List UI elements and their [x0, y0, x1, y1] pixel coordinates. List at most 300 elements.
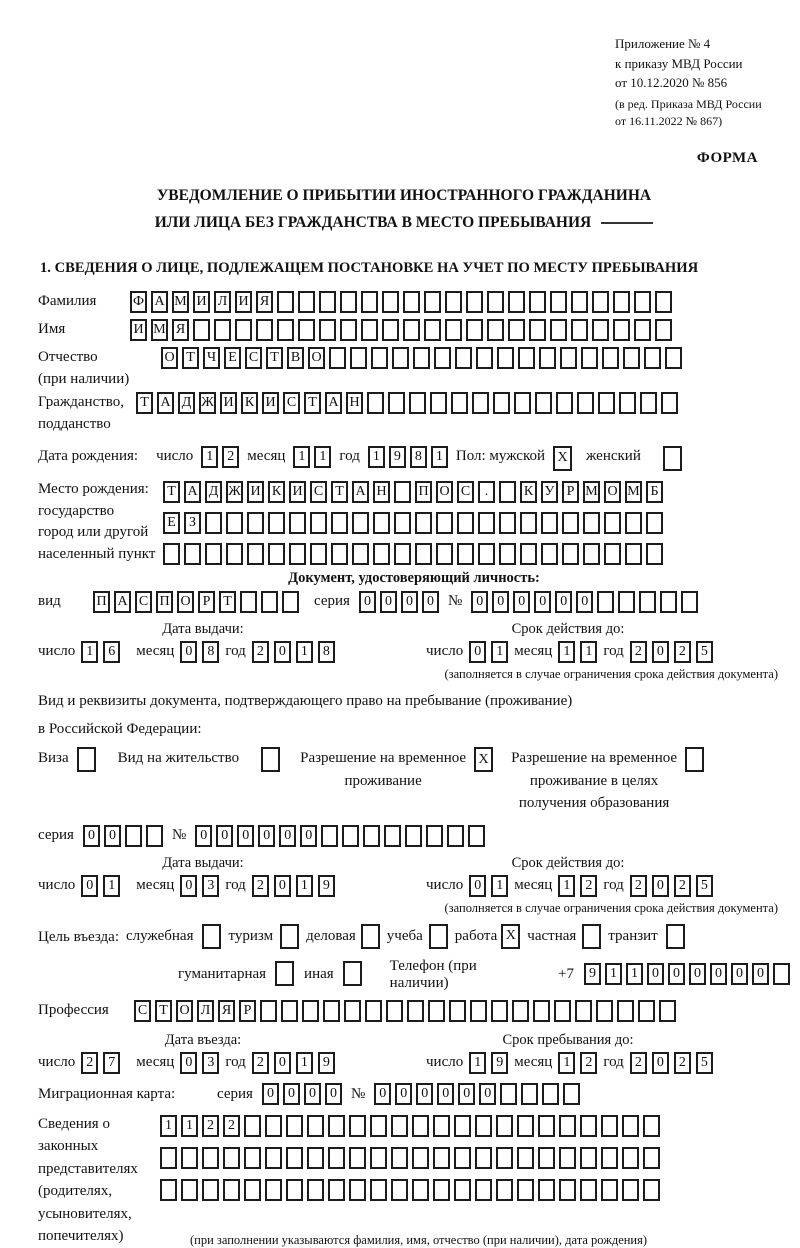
char-cell[interactable] [559, 1179, 576, 1201]
char-cell[interactable] [529, 319, 546, 341]
char-cell[interactable] [655, 291, 672, 313]
char-cell[interactable] [454, 1147, 471, 1169]
char-cell[interactable] [261, 747, 280, 772]
char-cell[interactable]: 1 [431, 446, 448, 468]
char-cell[interactable]: 1 [491, 875, 508, 897]
char-cell[interactable]: 9 [389, 446, 406, 468]
char-cell[interactable] [392, 347, 409, 369]
rvp-issue-day-boxes[interactable] [81, 875, 120, 897]
birth-year-boxes[interactable] [368, 446, 448, 468]
char-cell[interactable]: И [289, 481, 306, 503]
char-cell[interactable] [361, 924, 380, 949]
char-cell[interactable] [514, 392, 531, 414]
char-cell[interactable]: 1 [626, 963, 643, 985]
char-cell[interactable] [370, 1179, 387, 1201]
char-cell[interactable]: 1 [558, 875, 575, 897]
char-cell[interactable] [613, 291, 630, 313]
char-cell[interactable] [560, 347, 577, 369]
char-cell[interactable] [640, 392, 657, 414]
char-cell[interactable]: 1 [368, 446, 385, 468]
char-cell[interactable] [602, 347, 619, 369]
char-cell[interactable]: 0 [180, 875, 197, 897]
char-cell[interactable] [307, 1115, 324, 1137]
char-cell[interactable] [563, 1083, 580, 1105]
char-cell[interactable]: 0 [237, 825, 254, 847]
char-cell[interactable] [268, 543, 285, 565]
char-cell[interactable]: . [478, 481, 495, 503]
purpose-work-checkbox[interactable] [501, 924, 520, 949]
char-cell[interactable]: З [184, 512, 201, 534]
char-cell[interactable] [617, 1000, 634, 1022]
char-cell[interactable]: Д [205, 481, 222, 503]
char-cell[interactable]: 2 [674, 875, 691, 897]
char-cell[interactable] [277, 291, 294, 313]
char-cell[interactable] [436, 543, 453, 565]
patronymic-boxes[interactable] [161, 347, 682, 369]
char-cell[interactable]: О [177, 591, 194, 613]
char-cell[interactable]: Е [163, 512, 180, 534]
char-cell[interactable] [394, 543, 411, 565]
char-cell[interactable] [244, 1147, 261, 1169]
char-cell[interactable] [289, 512, 306, 534]
char-cell[interactable]: 1 [293, 446, 310, 468]
char-cell[interactable]: Т [136, 392, 153, 414]
char-cell[interactable] [394, 512, 411, 534]
char-cell[interactable] [343, 961, 362, 986]
char-cell[interactable] [475, 1147, 492, 1169]
char-cell[interactable] [517, 1115, 534, 1137]
char-cell[interactable] [508, 319, 525, 341]
purpose-humanitarian-checkbox[interactable] [275, 961, 294, 986]
char-cell[interactable]: О [604, 481, 621, 503]
char-cell[interactable] [447, 825, 464, 847]
char-cell[interactable]: П [156, 591, 173, 613]
char-cell[interactable] [277, 319, 294, 341]
char-cell[interactable]: Т [219, 591, 236, 613]
char-cell[interactable]: Т [163, 481, 180, 503]
char-cell[interactable]: 0 [689, 963, 706, 985]
profession-boxes[interactable] [134, 1000, 676, 1022]
char-cell[interactable] [499, 543, 516, 565]
char-cell[interactable] [559, 1147, 576, 1169]
doc-number-boxes[interactable] [471, 591, 698, 613]
char-cell[interactable] [328, 1147, 345, 1169]
char-cell[interactable] [365, 1000, 382, 1022]
char-cell[interactable] [261, 591, 278, 613]
char-cell[interactable] [583, 512, 600, 534]
citizenship-boxes[interactable] [136, 392, 678, 414]
char-cell[interactable] [470, 1000, 487, 1022]
char-cell[interactable] [661, 392, 678, 414]
char-cell[interactable]: 6 [103, 641, 120, 663]
char-cell[interactable]: 1 [314, 446, 331, 468]
char-cell[interactable] [659, 1000, 676, 1022]
char-cell[interactable]: 0 [731, 963, 748, 985]
char-cell[interactable] [622, 1179, 639, 1201]
char-cell[interactable] [424, 319, 441, 341]
char-cell[interactable]: 0 [81, 875, 98, 897]
char-cell[interactable] [415, 512, 432, 534]
char-cell[interactable]: А [352, 481, 369, 503]
residence-permit-checkbox[interactable] [261, 747, 280, 772]
birth-day-boxes[interactable] [201, 446, 239, 468]
char-cell[interactable] [466, 319, 483, 341]
char-cell[interactable] [596, 1000, 613, 1022]
char-cell[interactable]: 0 [401, 591, 418, 613]
char-cell[interactable]: И [247, 481, 264, 503]
char-cell[interactable]: И [220, 392, 237, 414]
char-cell[interactable] [349, 1179, 366, 1201]
char-cell[interactable] [363, 825, 380, 847]
char-cell[interactable] [289, 543, 306, 565]
char-cell[interactable]: 1 [160, 1115, 177, 1137]
char-cell[interactable]: 1 [605, 963, 622, 985]
char-cell[interactable] [554, 1000, 571, 1022]
char-cell[interactable] [223, 1179, 240, 1201]
char-cell[interactable] [457, 512, 474, 534]
char-cell[interactable] [681, 591, 698, 613]
char-cell[interactable] [433, 1147, 450, 1169]
char-cell[interactable] [384, 825, 401, 847]
char-cell[interactable] [349, 1115, 366, 1137]
char-cell[interactable] [286, 1147, 303, 1169]
migration-series-boxes[interactable] [262, 1083, 342, 1105]
char-cell[interactable]: 0 [274, 1052, 291, 1074]
char-cell[interactable] [604, 543, 621, 565]
char-cell[interactable]: 1 [558, 641, 575, 663]
char-cell[interactable] [666, 924, 685, 949]
char-cell[interactable]: X [501, 924, 520, 949]
char-cell[interactable]: 0 [104, 825, 121, 847]
char-cell[interactable] [428, 1000, 445, 1022]
char-cell[interactable]: У [541, 481, 558, 503]
char-cell[interactable]: 0 [195, 825, 212, 847]
char-cell[interactable] [475, 1179, 492, 1201]
char-cell[interactable] [265, 1115, 282, 1137]
char-cell[interactable] [518, 347, 535, 369]
char-cell[interactable] [388, 392, 405, 414]
char-cell[interactable] [601, 1179, 618, 1201]
char-cell[interactable] [535, 392, 552, 414]
char-cell[interactable] [391, 1115, 408, 1137]
char-cell[interactable] [370, 1115, 387, 1137]
char-cell[interactable]: 1 [469, 1052, 486, 1074]
char-cell[interactable] [433, 1115, 450, 1137]
char-cell[interactable] [193, 319, 210, 341]
char-cell[interactable]: 7 [103, 1052, 120, 1074]
char-cell[interactable]: 0 [283, 1083, 300, 1105]
char-cell[interactable] [349, 1147, 366, 1169]
char-cell[interactable]: 0 [279, 825, 296, 847]
char-cell[interactable]: Р [198, 591, 215, 613]
char-cell[interactable] [344, 1000, 361, 1022]
char-cell[interactable] [496, 1179, 513, 1201]
char-cell[interactable]: 0 [359, 591, 376, 613]
char-cell[interactable] [559, 1115, 576, 1137]
char-cell[interactable]: И [130, 319, 147, 341]
char-cell[interactable]: 2 [580, 875, 597, 897]
char-cell[interactable]: 0 [395, 1083, 412, 1105]
char-cell[interactable]: О [308, 347, 325, 369]
char-cell[interactable] [580, 1115, 597, 1137]
char-cell[interactable]: 0 [437, 1083, 454, 1105]
char-cell[interactable] [685, 747, 704, 772]
char-cell[interactable]: Я [218, 1000, 235, 1022]
char-cell[interactable] [403, 319, 420, 341]
birth-month-boxes[interactable] [293, 446, 331, 468]
char-cell[interactable] [601, 1147, 618, 1169]
char-cell[interactable]: 0 [416, 1083, 433, 1105]
char-cell[interactable] [407, 1000, 424, 1022]
char-cell[interactable] [550, 291, 567, 313]
char-cell[interactable] [328, 1179, 345, 1201]
char-cell[interactable] [319, 291, 336, 313]
char-cell[interactable] [571, 319, 588, 341]
char-cell[interactable] [613, 319, 630, 341]
char-cell[interactable] [247, 512, 264, 534]
char-cell[interactable] [597, 591, 614, 613]
char-cell[interactable] [275, 961, 294, 986]
char-cell[interactable] [205, 512, 222, 534]
issue-day-boxes[interactable] [81, 641, 120, 663]
char-cell[interactable] [382, 291, 399, 313]
char-cell[interactable]: И [262, 392, 279, 414]
char-cell[interactable] [352, 512, 369, 534]
char-cell[interactable] [445, 291, 462, 313]
char-cell[interactable]: 0 [258, 825, 275, 847]
char-cell[interactable] [223, 1147, 240, 1169]
char-cell[interactable]: К [520, 481, 537, 503]
birthplace-row-3[interactable] [163, 543, 663, 565]
char-cell[interactable]: 0 [380, 591, 397, 613]
char-cell[interactable]: В [287, 347, 304, 369]
char-cell[interactable] [310, 512, 327, 534]
char-cell[interactable]: 0 [262, 1083, 279, 1105]
char-cell[interactable]: 0 [83, 825, 100, 847]
char-cell[interactable]: 1 [491, 641, 508, 663]
edu-permit-checkbox[interactable] [685, 747, 704, 772]
char-cell[interactable]: 1 [580, 641, 597, 663]
char-cell[interactable]: 0 [422, 591, 439, 613]
representatives-row-3[interactable] [160, 1179, 660, 1201]
sex-male-checkbox[interactable] [553, 446, 572, 471]
char-cell[interactable] [342, 825, 359, 847]
char-cell[interactable] [265, 1147, 282, 1169]
char-cell[interactable]: 2 [252, 1052, 269, 1074]
char-cell[interactable] [280, 924, 299, 949]
char-cell[interactable] [644, 347, 661, 369]
char-cell[interactable] [623, 347, 640, 369]
char-cell[interactable]: 0 [576, 591, 593, 613]
char-cell[interactable] [403, 291, 420, 313]
char-cell[interactable]: Р [239, 1000, 256, 1022]
char-cell[interactable]: 0 [652, 641, 669, 663]
char-cell[interactable]: С [245, 347, 262, 369]
char-cell[interactable] [424, 291, 441, 313]
char-cell[interactable]: 9 [584, 963, 601, 985]
char-cell[interactable] [512, 1000, 529, 1022]
representatives-row-2[interactable] [160, 1147, 660, 1169]
char-cell[interactable] [244, 1179, 261, 1201]
char-cell[interactable]: 5 [696, 1052, 713, 1074]
char-cell[interactable]: Ф [130, 291, 147, 313]
char-cell[interactable]: 0 [469, 641, 486, 663]
char-cell[interactable]: 0 [647, 963, 664, 985]
char-cell[interactable]: 0 [555, 591, 572, 613]
char-cell[interactable] [533, 1000, 550, 1022]
char-cell[interactable] [541, 543, 558, 565]
char-cell[interactable] [634, 291, 651, 313]
char-cell[interactable]: Е [224, 347, 241, 369]
char-cell[interactable] [517, 1179, 534, 1201]
char-cell[interactable] [562, 543, 579, 565]
char-cell[interactable] [391, 1179, 408, 1201]
char-cell[interactable] [538, 1179, 555, 1201]
char-cell[interactable] [454, 1115, 471, 1137]
char-cell[interactable] [352, 543, 369, 565]
sex-female-checkbox[interactable] [663, 446, 682, 471]
char-cell[interactable]: 2 [630, 875, 647, 897]
surname-boxes[interactable] [130, 291, 672, 313]
char-cell[interactable]: С [457, 481, 474, 503]
visa-checkbox[interactable] [77, 747, 96, 772]
char-cell[interactable] [413, 347, 430, 369]
char-cell[interactable] [429, 924, 448, 949]
char-cell[interactable] [638, 1000, 655, 1022]
rvp-issue-month-boxes[interactable] [180, 875, 219, 897]
issue-year-boxes[interactable] [252, 641, 335, 663]
char-cell[interactable]: С [134, 1000, 151, 1022]
char-cell[interactable] [562, 512, 579, 534]
char-cell[interactable]: Т [266, 347, 283, 369]
char-cell[interactable] [307, 1179, 324, 1201]
char-cell[interactable]: Т [331, 481, 348, 503]
char-cell[interactable] [451, 392, 468, 414]
char-cell[interactable] [604, 512, 621, 534]
char-cell[interactable] [580, 1147, 597, 1169]
char-cell[interactable]: 0 [710, 963, 727, 985]
char-cell[interactable] [436, 512, 453, 534]
char-cell[interactable] [361, 291, 378, 313]
char-cell[interactable] [660, 591, 677, 613]
char-cell[interactable]: М [583, 481, 600, 503]
char-cell[interactable] [577, 392, 594, 414]
char-cell[interactable] [583, 543, 600, 565]
char-cell[interactable] [445, 319, 462, 341]
char-cell[interactable]: 2 [223, 1115, 240, 1137]
char-cell[interactable] [298, 319, 315, 341]
char-cell[interactable] [214, 319, 231, 341]
char-cell[interactable]: 0 [668, 963, 685, 985]
char-cell[interactable] [581, 347, 598, 369]
char-cell[interactable]: Р [562, 481, 579, 503]
char-cell[interactable] [328, 1115, 345, 1137]
representatives-row-1[interactable] [160, 1115, 660, 1137]
rvp-series-boxes[interactable] [83, 825, 163, 847]
char-cell[interactable]: 1 [181, 1115, 198, 1137]
char-cell[interactable] [125, 825, 142, 847]
purpose-commercial-checkbox[interactable] [361, 924, 380, 949]
char-cell[interactable] [391, 1147, 408, 1169]
char-cell[interactable] [541, 512, 558, 534]
char-cell[interactable] [160, 1179, 177, 1201]
char-cell[interactable]: 0 [513, 591, 530, 613]
char-cell[interactable]: Я [256, 291, 273, 313]
phone-boxes[interactable] [584, 963, 790, 985]
char-cell[interactable]: 1 [296, 875, 313, 897]
char-cell[interactable]: Т [155, 1000, 172, 1022]
char-cell[interactable] [247, 543, 264, 565]
char-cell[interactable] [496, 1115, 513, 1137]
char-cell[interactable] [580, 1179, 597, 1201]
char-cell[interactable] [622, 1115, 639, 1137]
firstname-boxes[interactable] [130, 319, 672, 341]
char-cell[interactable] [592, 319, 609, 341]
char-cell[interactable] [281, 1000, 298, 1022]
char-cell[interactable] [618, 591, 635, 613]
entry-month-boxes[interactable] [180, 1052, 219, 1074]
char-cell[interactable] [181, 1147, 198, 1169]
char-cell[interactable]: 0 [752, 963, 769, 985]
stay-day-boxes[interactable] [469, 1052, 508, 1074]
char-cell[interactable]: 0 [479, 1083, 496, 1105]
char-cell[interactable]: 3 [202, 875, 219, 897]
char-cell[interactable] [478, 543, 495, 565]
char-cell[interactable] [307, 1147, 324, 1169]
char-cell[interactable] [205, 543, 222, 565]
char-cell[interactable]: 0 [652, 1052, 669, 1074]
char-cell[interactable]: 2 [630, 641, 647, 663]
char-cell[interactable] [77, 747, 96, 772]
char-cell[interactable]: К [241, 392, 258, 414]
char-cell[interactable]: Ж [199, 392, 216, 414]
char-cell[interactable]: 2 [202, 1115, 219, 1137]
char-cell[interactable] [455, 347, 472, 369]
char-cell[interactable]: 2 [674, 1052, 691, 1074]
char-cell[interactable]: М [172, 291, 189, 313]
char-cell[interactable]: 0 [300, 825, 317, 847]
char-cell[interactable]: 1 [296, 641, 313, 663]
char-cell[interactable] [298, 291, 315, 313]
char-cell[interactable]: 0 [652, 875, 669, 897]
char-cell[interactable] [582, 924, 601, 949]
char-cell[interactable]: X [474, 747, 493, 772]
char-cell[interactable]: 3 [202, 1052, 219, 1074]
rvp-valid-day-boxes[interactable] [469, 875, 508, 897]
char-cell[interactable] [499, 512, 516, 534]
char-cell[interactable]: Я [172, 319, 189, 341]
char-cell[interactable] [373, 543, 390, 565]
char-cell[interactable] [260, 1000, 277, 1022]
stay-month-boxes[interactable] [558, 1052, 597, 1074]
char-cell[interactable]: С [310, 481, 327, 503]
char-cell[interactable] [571, 291, 588, 313]
char-cell[interactable] [643, 1179, 660, 1201]
char-cell[interactable] [646, 512, 663, 534]
char-cell[interactable] [329, 347, 346, 369]
char-cell[interactable] [434, 347, 451, 369]
char-cell[interactable]: 8 [410, 446, 427, 468]
char-cell[interactable] [310, 543, 327, 565]
char-cell[interactable]: 1 [81, 641, 98, 663]
char-cell[interactable] [472, 392, 489, 414]
char-cell[interactable] [235, 319, 252, 341]
char-cell[interactable]: Н [373, 481, 390, 503]
purpose-other-checkbox[interactable] [343, 961, 362, 986]
char-cell[interactable]: Н [346, 392, 363, 414]
char-cell[interactable]: 5 [696, 641, 713, 663]
char-cell[interactable] [491, 1000, 508, 1022]
